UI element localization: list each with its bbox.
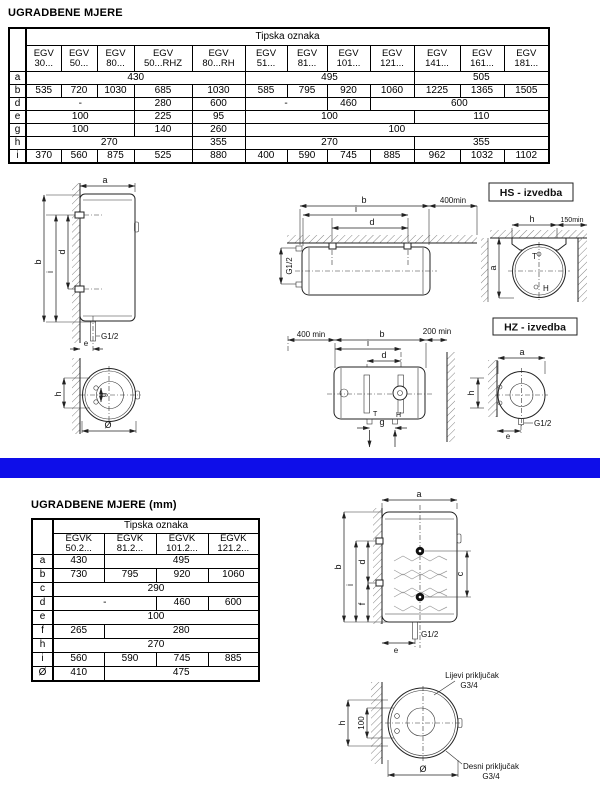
dim-label-i: i [45,271,55,273]
dim-label-d: d [381,350,387,360]
table-cell: 875 [97,150,134,164]
diagram-egvk-front-view [333,489,471,655]
table-cell: 270 [53,638,259,652]
dim-label-g: g [99,392,108,398]
table-cell: 720 [61,85,97,98]
table-cell: 495 [245,72,414,85]
table-cell: 795 [104,568,156,582]
table-cell: 745 [327,150,370,164]
table-cell: 962 [414,150,460,164]
wall-bracket [376,580,383,586]
table-cell: 600 [192,98,245,111]
dim-label-b: b [379,329,385,339]
row-label: i [32,652,53,666]
pipe-size-label: G1/2 [421,630,439,639]
column-header-row [9,46,549,72]
table-row [9,111,549,124]
dim-label-b: b [333,564,343,570]
table-cell: - [245,98,327,111]
min-distance-label: 400min [439,196,467,205]
column-header: EGV 80...RH [192,46,245,72]
table-cell: 100 [245,124,549,137]
row-label: h [9,137,26,150]
ceiling-hatch [490,230,587,238]
dim-label-c: c [455,571,465,577]
table-cell: 1102 [504,150,549,164]
table-row [32,596,259,610]
table-cell: 460 [327,98,370,111]
table-cell: 1505 [504,85,549,98]
table-cell: 560 [53,652,104,666]
dim-label-b: b [33,259,43,265]
dim-label-a: a [519,347,525,357]
dim-label-h: h [53,391,63,397]
h-connection-label: H [396,412,402,419]
column-header-row [32,534,259,555]
ceiling-bracket [404,243,411,249]
table-cell: 100 [245,111,414,124]
wall-hatch [481,238,488,302]
table-cell: 355 [414,137,549,150]
table-cell: 1365 [460,85,504,98]
dim-label-i: i [367,338,369,348]
table-cell: 525 [134,150,192,164]
column-header: EGVK 50.2... [53,534,104,555]
table-cell: 100 [26,111,134,124]
table-row [9,85,549,98]
dim-label-h: h [337,720,347,726]
wall-bracket [75,286,84,292]
table-cell: 1060 [208,568,259,582]
right-connection-size: G3/4 [482,772,500,781]
table-cell: 410 [53,666,104,681]
column-header: EGV 50... [61,46,97,72]
diagram-hz-side-view [488,318,577,441]
right-connection-label: Desni priključak [462,762,520,771]
column-header: EGV 81... [287,46,327,72]
table-row [32,624,259,638]
pipe-stub [296,246,302,251]
pipe-stub [367,419,372,424]
table-cell: 745 [156,652,208,666]
wall-bracket [75,212,84,218]
span-header-row [9,28,549,46]
hs-variant-label: HS - izvedba [499,187,563,199]
table-row [9,124,549,137]
wall-hatch [447,352,455,442]
bottom-pipe [413,622,418,639]
table-cell: 585 [245,85,287,98]
dim-label-e: e [505,432,511,441]
dimensions-table-egvk [31,518,260,682]
row-label: c [32,582,53,596]
dim-label-i: i [345,584,355,586]
diagram-egvk-bottom-view [337,671,520,781]
table-row [9,72,549,85]
wall-hatch [72,358,80,434]
bottom-pipe [519,419,524,425]
table-row [32,666,259,681]
column-header: EGV 80... [97,46,134,72]
wall-hatch [371,682,382,764]
dim-label-i: i [355,204,357,214]
table-cell: 1225 [414,85,460,98]
column-header: EGVK 81.2... [104,534,156,555]
row-label: h [32,638,53,652]
left-connection-label: Lijevi priključak [445,671,499,680]
dim-label-d: d [357,559,367,565]
dim-label-diameter: Ø [104,420,112,430]
diagram-egv-front-view [33,175,139,352]
span-header: Tipska oznaka [26,28,549,46]
thermostat-dial [393,386,407,400]
table-cell: 355 [192,137,245,150]
corner-cell [32,519,53,554]
table-cell: - [53,596,156,610]
dim-label-h: h [466,390,476,396]
wall-hatch [488,360,497,417]
dim-label-a: a [488,265,498,271]
table-cell: 1030 [97,85,134,98]
table-cell: 400 [245,150,287,164]
min-distance-label: 200 min [422,327,452,336]
table-cell: 100 [53,610,259,624]
ceiling-hatch [287,235,477,243]
dim-label-diameter: Ø [419,764,427,774]
table-cell: 110 [414,111,549,124]
row-label: d [9,98,26,111]
wall-hatch [72,183,80,343]
table-cell: 1060 [370,85,414,98]
column-header: EGVK 101.2... [156,534,208,555]
dim-label-h: h [529,214,535,224]
table-cell: 280 [134,98,192,111]
dimensions-table-egv [8,27,550,164]
table-cell: 270 [26,137,192,150]
table-cell: 95 [192,111,245,124]
table1-title: UGRADBENE MJERE [8,7,123,19]
dim-label-e: e [83,339,89,348]
table-row [9,137,549,150]
table-cell: 880 [192,150,245,164]
column-header: EGV 121... [370,46,414,72]
table-cell: 920 [156,568,208,582]
table-cell: 920 [327,85,370,98]
wall-hatch [578,238,587,302]
wall-bracket [376,538,383,544]
column-header: EGV 161... [460,46,504,72]
t-connection-label: T [532,252,537,261]
table-row [32,652,259,666]
column-header: EGV 101... [327,46,370,72]
table-cell: 685 [134,85,192,98]
min-distance-label: 150min [560,217,584,224]
row-label: a [9,72,26,85]
table-row [9,98,549,111]
dim-label-f: f [357,602,367,606]
row-label: b [32,568,53,582]
table-cell: 475 [104,666,259,681]
table-cell: 1032 [460,150,504,164]
dim-label-100: 100 [357,716,366,730]
row-label: i [9,150,26,164]
column-header: EGV 181... [504,46,549,72]
table-cell: 225 [134,111,192,124]
pipe-size-label: G1/2 [285,257,294,275]
pipe-size-label: G1/2 [534,419,552,428]
hz-variant-label: HZ - izvedba [504,321,566,334]
table-cell: 100 [26,124,134,137]
span-header: Tipska oznaka [53,519,259,534]
table-cell: 430 [53,554,104,568]
table-cell: 600 [208,596,259,610]
table-cell: 270 [245,137,414,150]
table-cell: 730 [53,568,104,582]
egvk-diagrams [330,480,600,793]
table-cell: 600 [370,98,549,111]
diagram-hs-front-view [281,195,477,295]
table-cell: 460 [156,596,208,610]
side-stub [457,534,461,543]
column-header: EGV 51... [245,46,287,72]
wall-hatch [373,508,382,624]
leader-line [434,681,455,695]
diagram-egv-bottom-view [53,358,141,434]
table-row [32,554,259,568]
table-cell: 795 [287,85,327,98]
row-label: f [32,624,53,638]
table-cell: 495 [104,554,259,568]
table-cell: 265 [53,624,104,638]
table-cell: 290 [53,582,259,596]
span-header-row [32,519,259,534]
row-label: Ø [32,666,53,681]
t-connection-label: T [373,411,378,418]
row-label: e [32,610,53,624]
table-row [32,610,259,624]
table2-title: UGRADBENE MJERE (mm) [31,499,177,511]
dim-label-e: e [393,646,399,655]
table-row [9,150,549,164]
table-cell: 590 [104,652,156,666]
row-label: g [9,124,26,137]
diagram-hz-front-view [288,327,484,447]
corner-cell [9,28,26,72]
table-cell: 560 [61,150,97,164]
left-connection-size: G3/4 [460,681,478,690]
table-row [32,582,259,596]
table-cell: 430 [26,72,245,85]
min-distance-label: 400 min [296,330,326,339]
table-cell: 590 [287,150,327,164]
ceiling-bracket [329,243,336,249]
column-header: EGV 50...RHZ [134,46,192,72]
dim-label-d: d [57,249,67,255]
tank-body [382,512,457,622]
row-label: b [9,85,26,98]
table-row [32,638,259,652]
table-cell: 885 [370,150,414,164]
diagram-hs-side-view [481,183,587,302]
table-cell: - [26,98,134,111]
tank-body [80,194,135,321]
dim-label-a: a [416,489,422,499]
row-label: d [32,596,53,610]
table-row [32,568,259,582]
tank-body [334,367,425,419]
table-cell: 370 [26,150,61,164]
table-cell: 885 [208,652,259,666]
table-cell: 505 [414,72,549,85]
dim-label-a: a [102,175,108,185]
pipe-stub [393,419,398,424]
column-header: EGV 141... [414,46,460,72]
dim-label-g: g [379,417,385,427]
blue-divider [0,458,600,478]
table-cell: 280 [104,624,259,638]
table-cell: 260 [192,124,245,137]
column-header: EGV 30... [26,46,61,72]
table-cell: 1030 [192,85,245,98]
table-cell: 140 [134,124,192,137]
table-cell: 535 [26,85,61,98]
pipe-size-label: G1/2 [101,332,119,341]
dim-label-d: d [369,217,375,227]
column-header: EGVK 121.2... [208,534,259,555]
dim-label-b: b [361,195,367,205]
row-label: a [32,554,53,568]
row-label: e [9,111,26,124]
installation-diagrams [0,170,600,458]
leader-line [446,751,462,764]
h-connection-label: H [543,284,549,293]
pipe-stub [296,282,302,287]
